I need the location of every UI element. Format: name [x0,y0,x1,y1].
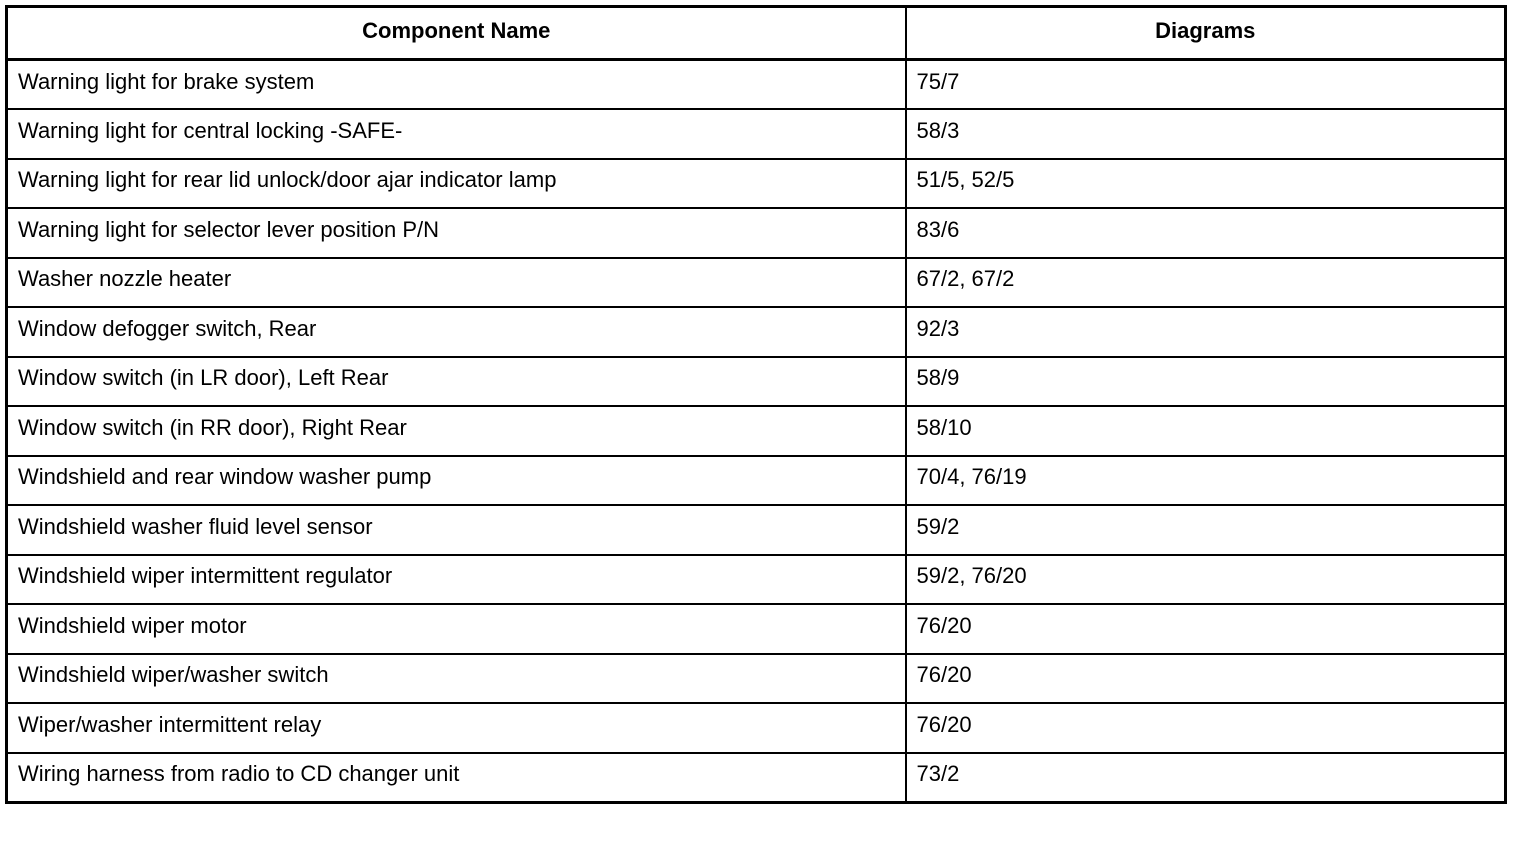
component-table [5,5,1507,804]
table-row [7,456,1506,506]
diagrams-cell: 59/2 [906,505,1506,555]
document-page [5,5,1507,863]
table-body [7,60,1506,803]
component-name-cell: Windshield and rear window washer pump [7,456,906,506]
diagrams-cell: 75/7 [906,60,1506,110]
component-name-cell: Warning light for selector lever position P/N [7,208,906,258]
diagrams-cell: 83/6 [906,208,1506,258]
table-row [7,555,1506,605]
table-row [7,505,1506,555]
diagrams-cell: 92/3 [906,307,1506,357]
table-row [7,753,1506,803]
component-name-cell: Window switch (in RR door), Right Rear [7,406,906,456]
table-row [7,159,1506,209]
diagrams-cell: 59/2, 76/20 [906,555,1506,605]
component-name-cell: Washer nozzle heater [7,258,906,308]
component-name-cell: Window defogger switch, Rear [7,307,906,357]
component-name-cell: Window switch (in LR door), Left Rear [7,357,906,407]
column-header-component-name: Component Name [7,7,906,60]
component-name-cell: Windshield washer fluid level sensor [7,505,906,555]
table-row [7,357,1506,407]
diagrams-cell: 58/10 [906,406,1506,456]
column-header-diagrams: Diagrams [906,7,1506,60]
component-name-cell: Windshield wiper motor [7,604,906,654]
component-name-cell: Warning light for brake system [7,60,906,110]
table-row [7,208,1506,258]
component-name-cell: Windshield wiper/washer switch [7,654,906,704]
component-name-cell: Windshield wiper intermittent regulator [7,555,906,605]
component-name-cell: Warning light for central locking -SAFE- [7,109,906,159]
diagrams-cell: 58/9 [906,357,1506,407]
table-row [7,258,1506,308]
diagrams-cell: 76/20 [906,604,1506,654]
header-row [7,7,1506,60]
diagrams-cell: 76/20 [906,703,1506,753]
diagrams-cell: 51/5, 52/5 [906,159,1506,209]
table-row [7,703,1506,753]
table-row [7,654,1506,704]
component-name-cell: Warning light for rear lid unlock/door ajar indicator lamp [7,159,906,209]
table-row [7,406,1506,456]
component-name-cell: Wiper/washer intermittent relay [7,703,906,753]
table-row [7,307,1506,357]
table-row [7,604,1506,654]
table-row [7,60,1506,110]
diagrams-cell: 67/2, 67/2 [906,258,1506,308]
table-header [7,7,1506,60]
diagrams-cell: 76/20 [906,654,1506,704]
diagrams-cell: 58/3 [906,109,1506,159]
component-name-cell: Wiring harness from radio to CD changer unit [7,753,906,803]
diagrams-cell: 73/2 [906,753,1506,803]
table-row [7,109,1506,159]
diagrams-cell: 70/4, 76/19 [906,456,1506,506]
